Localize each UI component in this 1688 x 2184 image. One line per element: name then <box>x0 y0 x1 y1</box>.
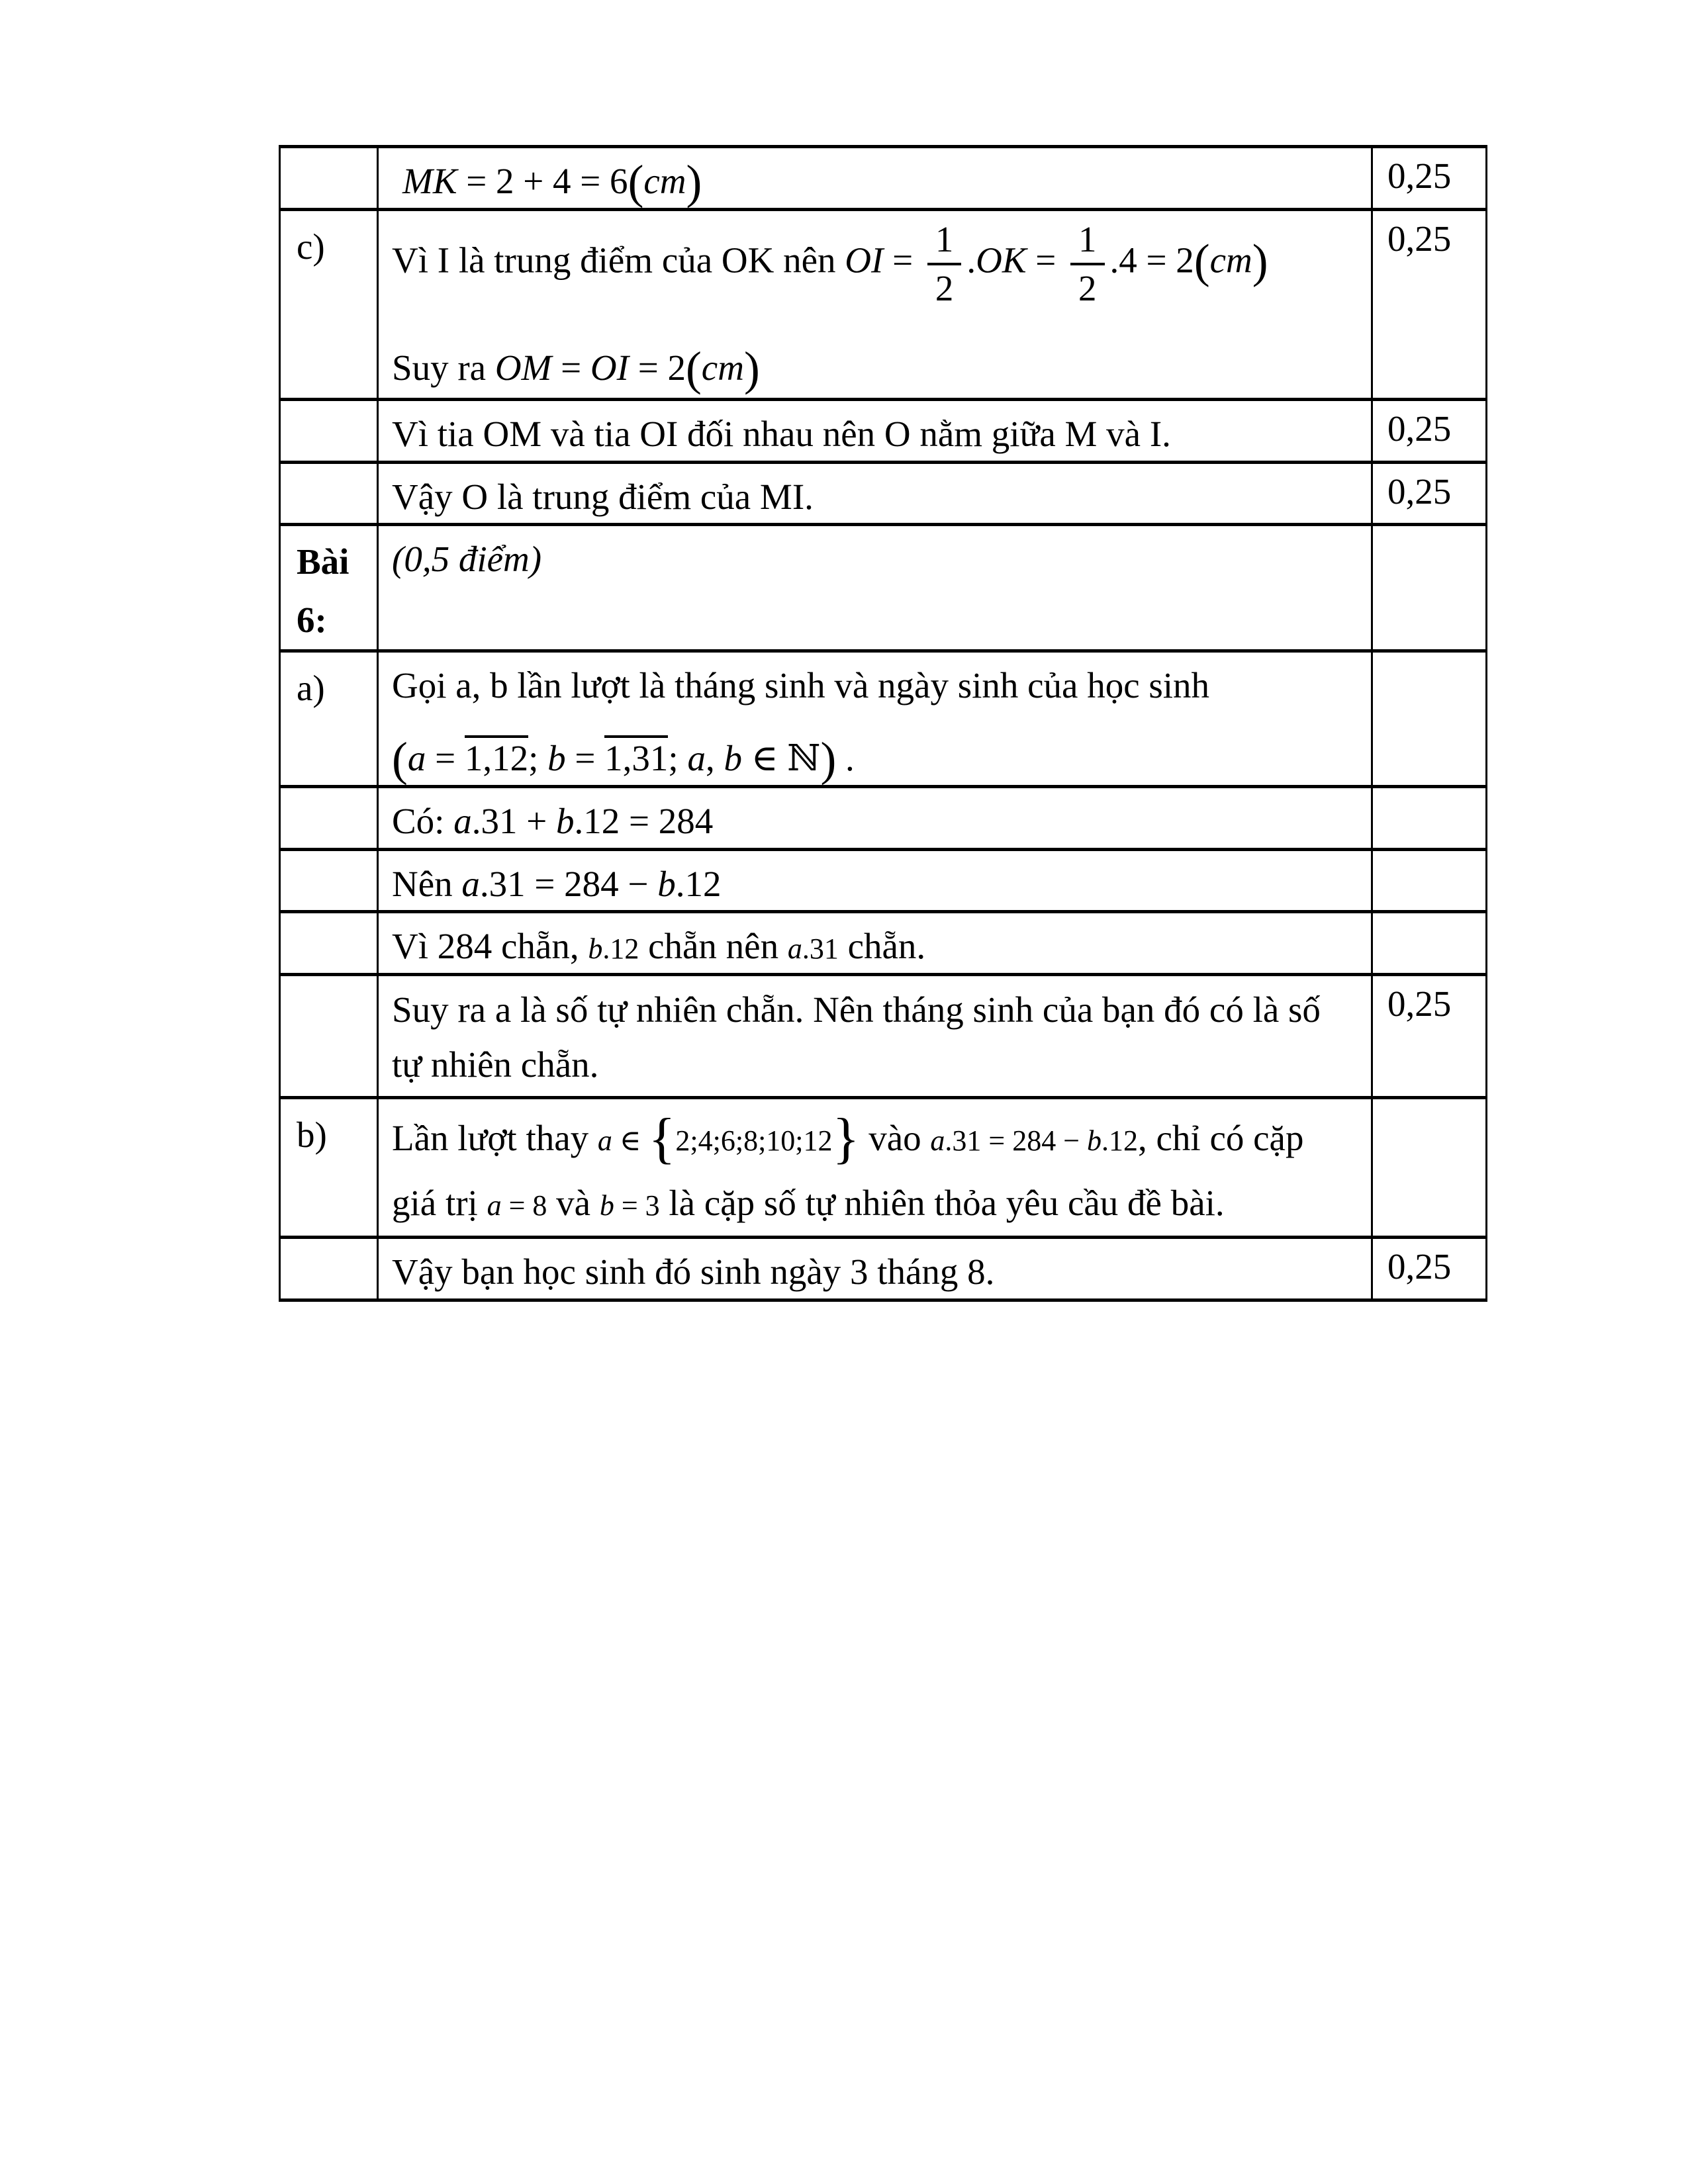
math-segment: = <box>883 240 922 281</box>
row-content-cell <box>378 651 1372 787</box>
row-content-cell <box>378 786 1372 849</box>
math-segment: OI <box>845 240 884 281</box>
math-segment: OK <box>976 240 1027 281</box>
math-segment: = <box>426 738 465 778</box>
row-even-month <box>280 975 1487 1098</box>
row-conclusion-mi <box>280 462 1487 525</box>
math-segment: a <box>487 1189 502 1222</box>
paren-delimiter: ( <box>1194 235 1210 288</box>
content-line <box>392 1106 1355 1236</box>
math-segment: a <box>930 1124 945 1157</box>
math-segment: a <box>687 738 706 778</box>
math-segment: b <box>724 738 742 778</box>
row-points-cell <box>1372 912 1487 975</box>
row-bai6-header <box>280 525 1487 651</box>
text-segment: Vì tia OM và tia OI đối nhau nên O nằm giữa M và I. <box>392 413 1171 454</box>
row-om-oi <box>280 399 1487 462</box>
text-segment: Vì I là trung điểm của OK nên <box>392 240 845 281</box>
content-line <box>392 920 1355 973</box>
math-segment: cm <box>643 161 686 201</box>
overlined-range: 1,12 <box>465 735 528 776</box>
row-label-cell <box>280 1237 378 1300</box>
content-line <box>392 1246 1355 1298</box>
content-line <box>392 408 1355 461</box>
paren-delimiter: ( <box>392 733 408 786</box>
row-label-cell: a) <box>280 651 378 787</box>
row-content-cell <box>378 849 1372 912</box>
math-segment: OI <box>590 347 629 388</box>
row-label-cell <box>280 147 378 210</box>
row-points-cell <box>1372 651 1487 787</box>
text-segment: vào <box>859 1118 931 1158</box>
row-points-cell: 0,25 <box>1372 399 1487 462</box>
math-segment: .31 + <box>471 800 556 841</box>
math-segment: ∈ ℕ <box>741 738 821 778</box>
text-segment: là cặp số tự nhiên thỏa yêu cầu đề bài. <box>659 1182 1225 1223</box>
row-label-cell <box>280 399 378 462</box>
row-label-cell: b) <box>280 1098 378 1238</box>
math-segment: a <box>407 738 426 778</box>
row-c <box>280 209 1487 399</box>
row-label-cell <box>280 975 378 1098</box>
row-label-cell: c) <box>280 209 378 399</box>
row-points-cell: 0,25 <box>1372 147 1487 210</box>
row-content-cell <box>378 462 1372 525</box>
row-label-cell <box>280 786 378 849</box>
text-segment: chẵn. <box>838 926 926 967</box>
row-points-cell <box>1372 525 1487 651</box>
row-points-cell <box>1372 1098 1487 1238</box>
math-segment: b <box>1087 1124 1102 1157</box>
row-content-cell <box>378 525 1372 651</box>
math-segment: .12 <box>602 933 639 966</box>
row-points-cell <box>1372 849 1487 912</box>
paren-delimiter: ( <box>685 343 702 396</box>
row-equation <box>280 786 1487 849</box>
answer-table-body <box>280 147 1487 1300</box>
content-line <box>392 858 1355 911</box>
math-segment: 2;4;6;8;10;12 <box>675 1124 833 1157</box>
text-segment: Có: <box>392 800 454 841</box>
row-points-cell: 0,25 <box>1372 1237 1487 1300</box>
math-segment: . <box>966 240 976 281</box>
math-segment: b <box>599 1189 614 1222</box>
paren-delimiter: ) <box>743 343 760 396</box>
math-segment: , <box>705 738 724 778</box>
math-segment: .12 <box>1102 1124 1139 1157</box>
math-segment: ∈ <box>612 1124 649 1157</box>
math-segment: .12 <box>675 863 722 904</box>
fraction: $\frac{1}{2}$ <box>927 220 962 308</box>
math-segment: b <box>547 738 566 778</box>
row-content-cell <box>378 912 1372 975</box>
row-final-answer <box>280 1237 1487 1300</box>
row-content-cell <box>378 147 1372 210</box>
row-points-cell: 0,25 <box>1372 975 1487 1098</box>
math-segment: .31 = 284 − <box>479 863 658 904</box>
content-line <box>392 220 1355 308</box>
row-a <box>280 651 1487 787</box>
math-segment: = 2 + 4 = 6 <box>457 161 628 201</box>
math-segment: = <box>551 347 590 388</box>
content-line <box>392 471 1355 523</box>
math-segment: ; <box>668 738 688 778</box>
row-points-cell <box>1372 786 1487 849</box>
set-brace: { <box>648 1107 676 1170</box>
row-content-cell <box>378 975 1372 1098</box>
fraction: $\frac{1}{2}$ <box>1070 220 1105 308</box>
row-content-cell <box>378 399 1372 462</box>
text-segment: Vì 284 chẵn, <box>392 926 588 967</box>
row-label-cell: Bài 6: <box>280 525 378 651</box>
text-segment: (0,5 điểm) <box>392 539 542 580</box>
paren-delimiter: ) <box>686 156 702 209</box>
row-points-cell: 0,25 <box>1372 462 1487 525</box>
row-parity <box>280 912 1487 975</box>
row-content-cell <box>378 209 1372 399</box>
text-segment: Suy ra a là số tự nhiên chẵn. Nên tháng sinh của bạn đó có là số tự nhiên chẵn. <box>392 989 1321 1085</box>
row-content-cell <box>378 1098 1372 1238</box>
paren-delimiter: ( <box>628 156 644 209</box>
text-segment: Suy ra <box>392 347 495 388</box>
math-segment: b <box>556 800 575 841</box>
math-segment: a <box>461 863 480 904</box>
math-segment: a <box>597 1124 612 1157</box>
content-line <box>392 533 1355 586</box>
content-line <box>392 732 1355 785</box>
row-rearranged <box>280 849 1487 912</box>
math-segment: cm <box>701 347 744 388</box>
math-segment: = 8 <box>501 1189 547 1222</box>
row-mk <box>280 147 1487 210</box>
content-line <box>392 659 1355 712</box>
content-line <box>402 155 1355 208</box>
math-segment: .4 = 2 <box>1109 240 1194 281</box>
row-label-cell <box>280 462 378 525</box>
math-segment: .12 = 284 <box>574 800 714 841</box>
math-segment: ; <box>528 738 548 778</box>
math-segment: .31 <box>802 933 839 966</box>
text-segment: Vậy bạn học sinh đó sinh ngày 3 tháng 8. <box>392 1251 995 1292</box>
row-label-cell <box>280 849 378 912</box>
text-segment: Vậy O là trung điểm của MI. <box>392 476 814 517</box>
text-segment: Nên <box>392 863 462 904</box>
math-segment: cm <box>1209 240 1252 281</box>
row-content-cell <box>378 1237 1372 1300</box>
math-segment: a <box>787 933 802 966</box>
math-segment: b <box>588 933 603 966</box>
content-line <box>392 795 1355 848</box>
row-b <box>280 1098 1487 1238</box>
text-segment: Gọi a, b lần lượt là tháng sinh và ngày sinh của học sinh <box>392 665 1210 706</box>
math-segment: = 3 <box>614 1189 660 1222</box>
content-line <box>392 341 1355 394</box>
text-segment: Lần lượt thay <box>392 1118 598 1158</box>
math-segment: = <box>565 738 605 778</box>
math-segment: a <box>453 800 472 841</box>
math-segment: = <box>1026 240 1066 281</box>
math-segment: .31 = 284 − <box>945 1124 1088 1157</box>
set-brace: } <box>832 1107 860 1170</box>
math-segment: = 2 <box>628 347 686 388</box>
row-points-cell: 0,25 <box>1372 209 1487 399</box>
answer-table <box>279 145 1487 1302</box>
math-segment: b <box>657 863 676 904</box>
text-segment: và <box>547 1182 600 1223</box>
overlined-range: 1,31 <box>604 735 668 776</box>
math-segment: MK <box>402 161 457 201</box>
math-segment: OM <box>494 347 552 388</box>
math-segment: . <box>836 738 855 778</box>
row-label-cell <box>280 912 378 975</box>
content-line <box>392 983 1355 1092</box>
text-segment: , chỉ có cặp giá trị <box>392 1118 1304 1223</box>
paren-delimiter: ) <box>1252 235 1268 288</box>
text-segment: chẵn nên <box>639 926 788 967</box>
paren-delimiter: ) <box>820 733 837 786</box>
